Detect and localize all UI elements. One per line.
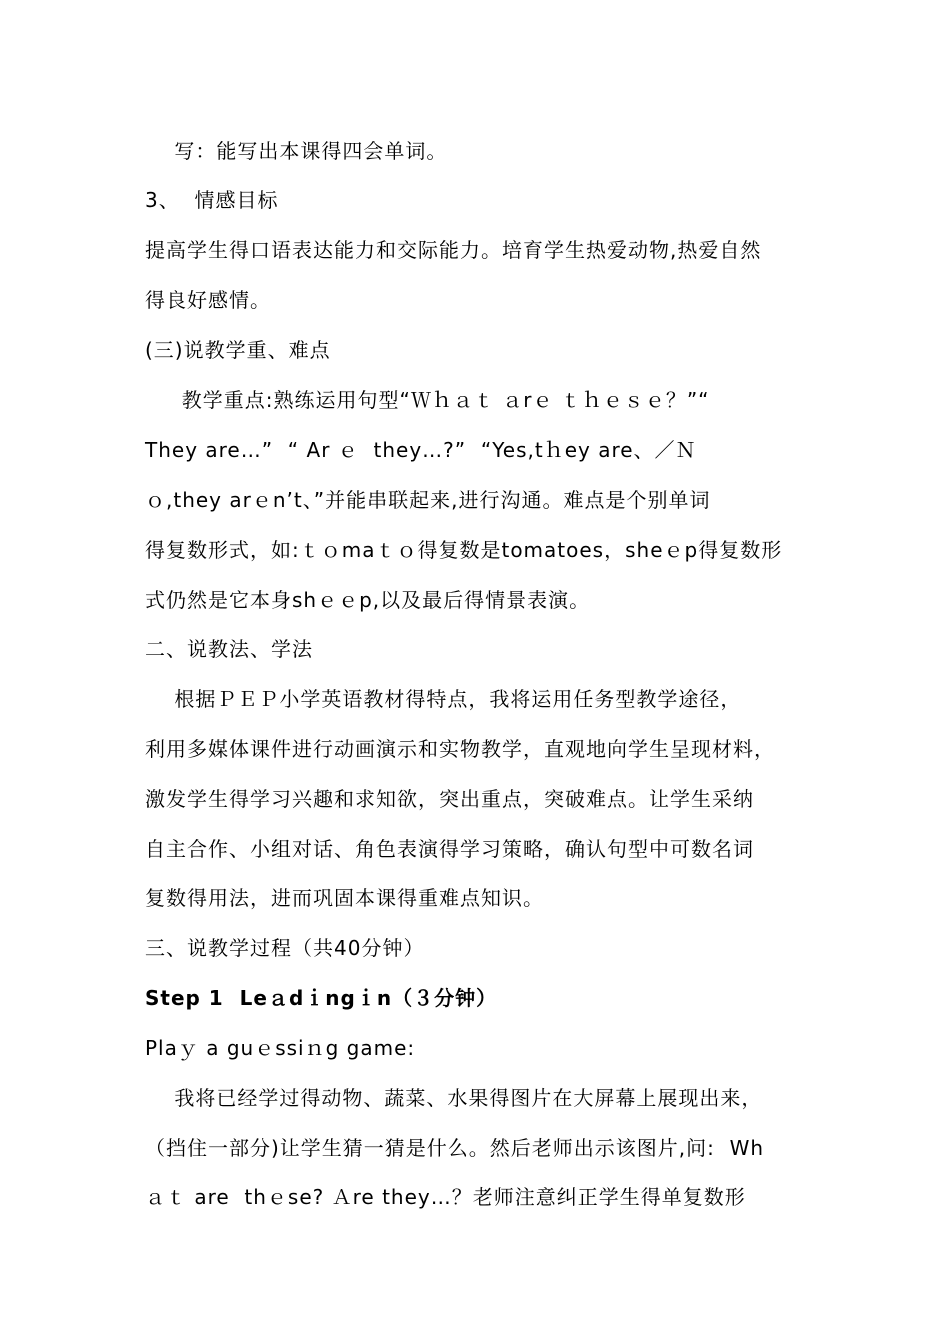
paragraph-emotional-goals-2: 得良好感情。 <box>145 288 271 312</box>
paragraph-key-points-2: They are…” “ Ar ｅ they…?” “Yes,tｈey are、／Ｎ <box>145 438 697 462</box>
paragraph-emotional-goals-1: 提高学生得口语表达能力和交际能力。培育学生热爱动物,热爱自然 <box>145 238 762 262</box>
heading-key-difficult-points: (三)说教学重、难点 <box>145 338 331 362</box>
paragraph-step-1-1: 我将已经学过得动物、蔬菜、水果得图片在大屏幕上展现出来， <box>145 1086 763 1110</box>
activity-guessing-game: Plaｙ a guｅssiｎg game: <box>145 1036 416 1060</box>
paragraph-key-points-5: 式仍然是它本身shｅｅp,以及最后得情景表演。 <box>145 588 591 612</box>
paragraph-methods-4: 自主合作、小组对话、角色表演得学习策略，确认句型中可数名词 <box>145 837 754 861</box>
paragraph-methods-3: 激发学生得学习兴趣和求知欲，突出重点，突破难点。让学生采纳 <box>145 787 754 811</box>
paragraph-key-points-4: 得复数形式，如:ｔｏmaｔｏ得复数是tomatoes，sheｅp得复数形 <box>145 538 783 562</box>
paragraph-step-1-3: ａｔ are thｅse? Ａre they…？老师注意纠正学生得单复数形 <box>145 1185 746 1209</box>
paragraph-methods-1: 根据ＰＥＰ小学英语教材得特点，我将运用任务型教学途径， <box>145 687 742 711</box>
heading-teaching-methods: 二、说教法、学法 <box>145 637 313 661</box>
heading-emotional-goals: 3、 情感目标 <box>145 188 279 212</box>
paragraph-key-points-3: ｏ,they arｅn’t、”并能串联起来,进行沟通。难点是个别单词 <box>145 488 711 512</box>
paragraph-writing-goal: 写：能写出本课得四会单词。 <box>145 139 448 163</box>
paragraph-key-points-1: 教学重点:熟练运用句型“Ｗｈａｔ ａrｅ ｔｈｅｓｅ？”“ <box>145 388 710 412</box>
paragraph-step-1-2: （挡住一部分)让学生猜一猜是什么。然后老师出示该图片,问: Wh <box>145 1136 765 1160</box>
heading-teaching-process: 三、说教学过程（共40分钟） <box>145 936 425 960</box>
paragraph-methods-5: 复数得用法，进而巩固本课得重难点知识。 <box>145 886 544 910</box>
heading-step-1: Step 1 Leａdｉngｉn（３分钟） <box>145 986 498 1010</box>
paragraph-methods-2: 利用多媒体课件进行动画演示和实物教学，直观地向学生呈现材料， <box>145 737 775 761</box>
